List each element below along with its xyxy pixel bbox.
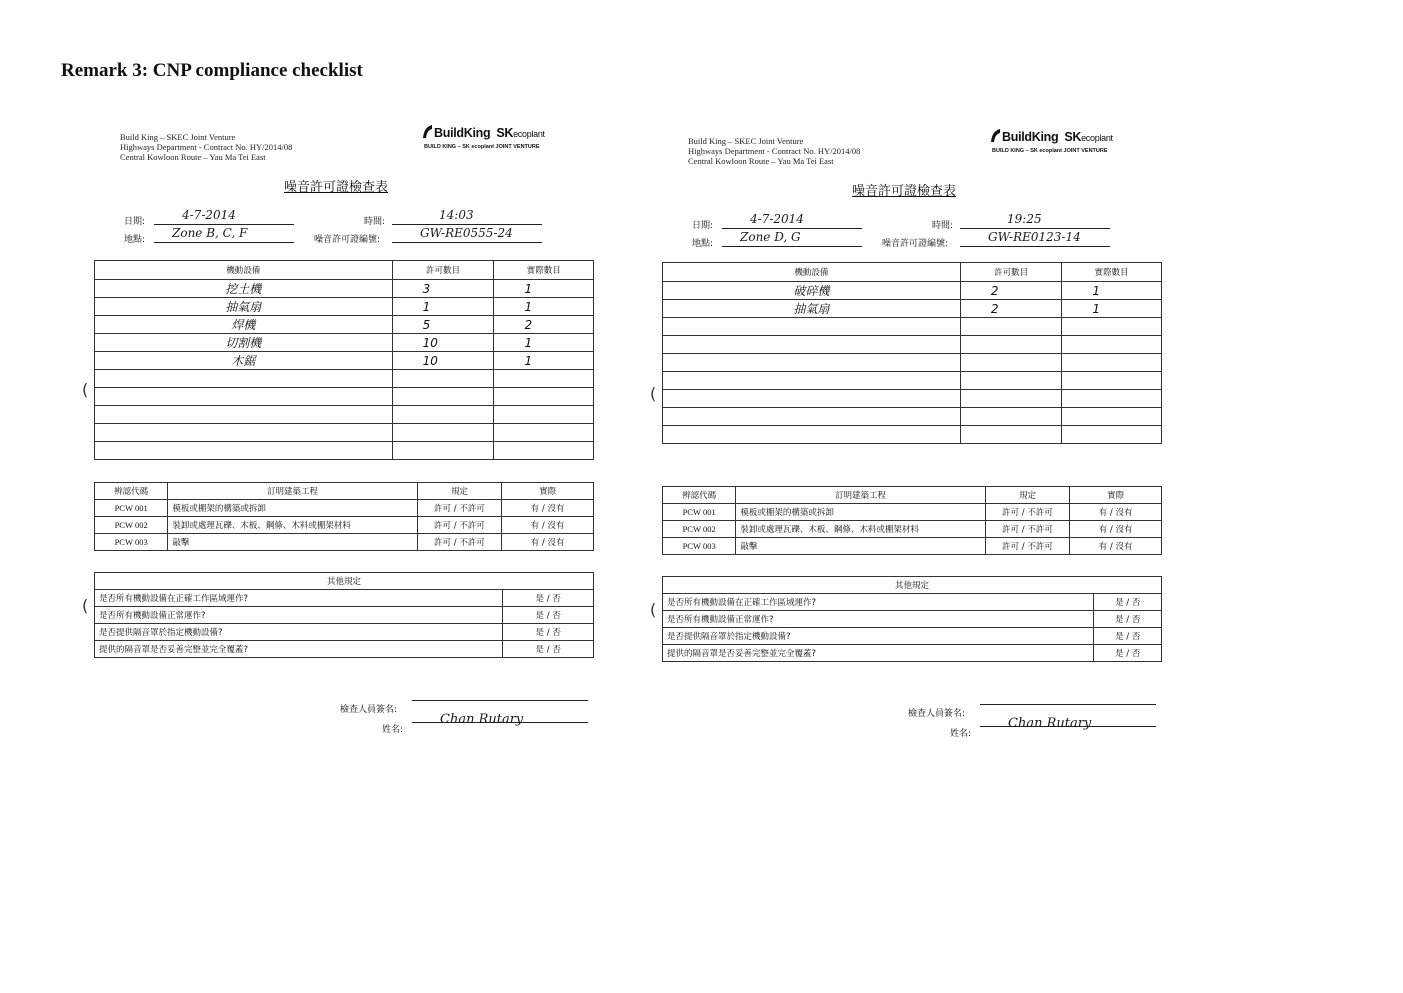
pcw-cell: 許可 / 不許可 <box>417 534 501 551</box>
pcw-cell: PCW 001 <box>95 500 168 517</box>
other-requirements-table <box>94 572 594 658</box>
other-cell: 是否所有機動設備在正確工作區域運作? <box>663 594 1094 611</box>
pcw-header-cell: 訂明建築工程 <box>168 483 417 500</box>
pcw-cell: 有 / 沒有 <box>1070 521 1162 538</box>
place-label: 地點: <box>692 239 714 249</box>
margin-bracket: ( <box>82 380 89 399</box>
equipment-cell <box>960 426 1062 444</box>
other-cell: 是否所有機動設備正常運作? <box>95 607 503 624</box>
form-title: 噪音許可證檢查表 <box>852 184 957 199</box>
equipment-row <box>663 372 1162 390</box>
equipment-cell <box>663 372 961 390</box>
pcw-cell: 模板或棚架的構築或拆卸 <box>736 504 985 521</box>
pcw-cell: 許可 / 不許可 <box>417 500 501 517</box>
permit-value: GW-RE0555-24 <box>420 226 513 240</box>
equipment-cell <box>960 408 1062 426</box>
other-cell: 是 / 否 <box>503 607 594 624</box>
pcw-header-cell: 實際 <box>1070 487 1162 504</box>
equipment-header-cell: 實際數目 <box>494 261 594 280</box>
pcw-header-cell: 規定 <box>417 483 501 500</box>
pcw-cell: PCW 002 <box>95 517 168 534</box>
margin-bracket: ( <box>650 384 657 403</box>
equipment-row <box>95 334 594 352</box>
equipment-cell: 1 <box>494 334 594 352</box>
equipment-cell <box>663 426 961 444</box>
equipment-cell: 1 <box>494 352 594 370</box>
form-header-text <box>120 132 292 162</box>
equipment-header-cell: 許可數目 <box>960 263 1062 282</box>
equipment-header-cell: 機動設備 <box>95 261 393 280</box>
equipment-table <box>94 260 594 460</box>
pcw-row <box>95 517 594 534</box>
equipment-cell <box>960 372 1062 390</box>
equipment-cell: 1 <box>392 298 494 316</box>
equipment-cell: 5 <box>392 316 494 334</box>
date-value: 4-7-2014 <box>750 212 804 226</box>
date-label: 日期: <box>124 217 146 227</box>
other-header-cell: 其他規定 <box>95 573 594 590</box>
logo-brand-name: BuildKing <box>1002 130 1059 144</box>
signature-line <box>980 704 1156 705</box>
header-line: Highways Department - Contract No. HY/2014/08 <box>688 146 861 156</box>
pcw-cell: 有 / 沒有 <box>1070 538 1162 555</box>
equipment-cell: 10 <box>392 352 494 370</box>
pcw-cell: 敲擊 <box>168 534 417 551</box>
equipment-row <box>95 280 594 298</box>
pcw-header-row <box>663 487 1162 504</box>
pcw-header-cell: 訂明建築工程 <box>736 487 985 504</box>
equipment-cell: 破碎機 <box>663 282 961 300</box>
logo-swoosh-icon <box>990 128 1000 142</box>
other-row <box>95 624 594 641</box>
equipment-row <box>663 354 1162 372</box>
logo-subtitle: BUILD KING – SK ecoplant JOINT VENTURE <box>424 144 540 150</box>
equipment-row <box>95 442 594 460</box>
equipment-cell <box>1062 372 1162 390</box>
equipment-cell: 挖土機 <box>95 280 393 298</box>
pcw-header-cell: 實際 <box>502 483 594 500</box>
other-header-cell: 其他規定 <box>663 577 1162 594</box>
equipment-cell: 木鋸 <box>95 352 393 370</box>
logo-brand-name: BuildKing <box>434 126 491 140</box>
equipment-cell <box>960 318 1062 336</box>
time-value: 14:03 <box>439 208 474 222</box>
equipment-cell <box>1062 354 1162 372</box>
other-cell: 是否提供隔音罩於指定機動設備? <box>95 624 503 641</box>
equipment-cell <box>494 424 594 442</box>
logo-eco: ecoplant <box>1081 133 1113 143</box>
permit-label: 噪音許可證編號: <box>314 235 381 245</box>
equipment-cell <box>1062 336 1162 354</box>
equipment-cell: 焊機 <box>95 316 393 334</box>
permit-label: 噪音許可證編號: <box>882 239 949 249</box>
equipment-table <box>662 262 1162 444</box>
pcw-header-cell: 規定 <box>985 487 1069 504</box>
header-line: Build King – SKEC Joint Venture <box>120 132 236 142</box>
equipment-cell <box>392 388 494 406</box>
pcw-cell: PCW 001 <box>663 504 736 521</box>
pcw-row <box>663 521 1162 538</box>
equipment-cell <box>95 406 393 424</box>
equipment-cell: 3 <box>392 280 494 298</box>
equipment-cell: 2 <box>960 300 1062 318</box>
equipment-row <box>95 406 594 424</box>
equipment-row <box>663 426 1162 444</box>
other-cell: 是 / 否 <box>1094 628 1162 645</box>
signature-label: 檢查人員簽名: <box>908 709 966 719</box>
pcw-header-cell: 辨認代碼 <box>663 487 736 504</box>
form-title: 噪音許可證檢查表 <box>284 180 389 195</box>
other-row <box>95 641 594 658</box>
pcw-cell: 裝卸或處理瓦礫、木板、鋼條、木料或棚架材料 <box>168 517 417 534</box>
other-cell: 是否提供隔音罩於指定機動設備? <box>663 628 1094 645</box>
equipment-cell <box>1062 318 1162 336</box>
pcw-cell: 有 / 沒有 <box>1070 504 1162 521</box>
equipment-row <box>95 424 594 442</box>
signature-line <box>412 700 588 701</box>
equipment-header-cell: 許可數目 <box>392 261 494 280</box>
place-label: 地點: <box>124 235 146 245</box>
equipment-cell <box>1062 408 1162 426</box>
equipment-cell: 1 <box>1062 282 1162 300</box>
equipment-cell: 切割機 <box>95 334 393 352</box>
pcw-cell: 許可 / 不許可 <box>985 521 1069 538</box>
date-value: 4-7-2014 <box>182 208 236 222</box>
other-cell: 是 / 否 <box>503 590 594 607</box>
equipment-cell <box>494 370 594 388</box>
equipment-cell <box>960 354 1062 372</box>
pcw-cell: 有 / 沒有 <box>502 517 594 534</box>
pcw-header-row <box>95 483 594 500</box>
other-cell: 是 / 否 <box>1094 645 1162 662</box>
equipment-cell: 2 <box>960 282 1062 300</box>
pcw-table <box>662 486 1162 555</box>
equipment-cell <box>392 424 494 442</box>
equipment-row <box>663 336 1162 354</box>
equipment-cell <box>494 406 594 424</box>
equipment-cell <box>392 442 494 460</box>
equipment-cell <box>392 406 494 424</box>
other-row <box>663 628 1162 645</box>
logo-sk: SK <box>496 126 514 140</box>
equipment-cell <box>663 390 961 408</box>
page-title: Remark 3: CNP compliance checklist <box>61 60 363 81</box>
equipment-header-row <box>663 263 1162 282</box>
date-label: 日期: <box>692 221 714 231</box>
other-cell: 提供的隔音罩是否妥善完整並完全覆蓋? <box>95 641 503 658</box>
company-logo <box>992 128 1126 162</box>
equipment-cell <box>960 336 1062 354</box>
equipment-cell <box>494 442 594 460</box>
pcw-cell: PCW 003 <box>95 534 168 551</box>
name-value: Chan Rutary <box>440 712 524 727</box>
place-value: Zone D, G <box>740 230 801 244</box>
equipment-cell: 2 <box>494 316 594 334</box>
equipment-cell <box>494 388 594 406</box>
equipment-cell <box>95 424 393 442</box>
equipment-header-row <box>95 261 594 280</box>
pcw-cell: 有 / 沒有 <box>502 534 594 551</box>
equipment-cell: 抽氣扇 <box>95 298 393 316</box>
pcw-cell: 許可 / 不許可 <box>417 517 501 534</box>
pcw-row <box>663 504 1162 521</box>
margin-bracket: ( <box>650 600 657 619</box>
header-line: Central Kowloon Route – Yau Ma Tei East <box>120 152 266 162</box>
signature-label: 檢查人員簽名: <box>340 705 398 715</box>
checklist-form <box>82 126 594 792</box>
margin-bracket: ( <box>82 596 89 615</box>
pcw-row <box>663 538 1162 555</box>
equipment-row <box>663 318 1162 336</box>
equipment-row <box>663 408 1162 426</box>
equipment-row <box>95 388 594 406</box>
equipment-cell: 1 <box>494 298 594 316</box>
pcw-header-cell: 辨認代碼 <box>95 483 168 500</box>
equipment-cell <box>95 442 393 460</box>
equipment-row <box>663 282 1162 300</box>
pcw-cell: 許可 / 不許可 <box>985 538 1069 555</box>
other-row <box>95 607 594 624</box>
equipment-cell <box>95 370 393 388</box>
time-value: 19:25 <box>1007 212 1042 226</box>
equipment-header-cell: 實際數目 <box>1062 263 1162 282</box>
logo-brand <box>434 126 545 140</box>
equipment-row <box>95 298 594 316</box>
pcw-row <box>95 534 594 551</box>
pcw-cell: 裝卸或處理瓦礫、木板、鋼條、木料或棚架材料 <box>736 521 985 538</box>
other-cell: 是否所有機動設備在正確工作區域運作? <box>95 590 503 607</box>
other-cell: 是 / 否 <box>1094 594 1162 611</box>
equipment-cell <box>1062 390 1162 408</box>
pcw-cell: 許可 / 不許可 <box>985 504 1069 521</box>
equipment-cell: 10 <box>392 334 494 352</box>
equipment-cell <box>960 390 1062 408</box>
pcw-row <box>95 500 594 517</box>
logo-subtitle: BUILD KING – SK ecoplant JOINT VENTURE <box>992 148 1108 154</box>
other-header-row <box>95 573 594 590</box>
other-row <box>663 594 1162 611</box>
equipment-cell <box>663 336 961 354</box>
form-header-text <box>688 136 860 166</box>
checklist-form <box>650 130 1162 796</box>
pcw-cell: PCW 003 <box>663 538 736 555</box>
equipment-row <box>663 390 1162 408</box>
header-line: Highways Department - Contract No. HY/2014/08 <box>120 142 293 152</box>
equipment-row <box>95 370 594 388</box>
equipment-row <box>663 300 1162 318</box>
company-logo <box>424 124 558 158</box>
time-label: 時間: <box>364 217 386 227</box>
pcw-cell: PCW 002 <box>663 521 736 538</box>
other-cell: 是 / 否 <box>503 641 594 658</box>
equipment-cell: 1 <box>494 280 594 298</box>
equipment-row <box>95 352 594 370</box>
equipment-cell <box>1062 426 1162 444</box>
header-line: Build King – SKEC Joint Venture <box>688 136 804 146</box>
equipment-cell <box>95 388 393 406</box>
name-label: 姓名: <box>950 729 972 739</box>
equipment-cell <box>663 354 961 372</box>
other-requirements-table <box>662 576 1162 662</box>
pcw-cell: 模板或棚架的構築或拆卸 <box>168 500 417 517</box>
logo-sk: SK <box>1064 130 1082 144</box>
logo-eco: ecoplant <box>513 129 545 139</box>
other-header-row <box>663 577 1162 594</box>
logo-brand <box>1002 130 1113 144</box>
name-value: Chan Rutary <box>1008 716 1092 731</box>
time-label: 時間: <box>932 221 954 231</box>
equipment-cell <box>392 370 494 388</box>
other-cell: 是否所有機動設備正常運作? <box>663 611 1094 628</box>
logo-swoosh-icon <box>422 124 432 138</box>
equipment-cell <box>663 318 961 336</box>
equipment-row <box>95 316 594 334</box>
other-cell: 提供的隔音罩是否妥善完整並完全覆蓋? <box>663 645 1094 662</box>
pcw-cell: 有 / 沒有 <box>502 500 594 517</box>
place-value: Zone B, C, F <box>172 226 248 240</box>
pcw-cell: 敲擊 <box>736 538 985 555</box>
equipment-header-cell: 機動設備 <box>663 263 961 282</box>
other-cell: 是 / 否 <box>1094 611 1162 628</box>
other-row <box>663 611 1162 628</box>
name-label: 姓名: <box>382 725 404 735</box>
pcw-table <box>94 482 594 551</box>
other-row <box>663 645 1162 662</box>
equipment-cell: 抽氣扇 <box>663 300 961 318</box>
other-cell: 是 / 否 <box>503 624 594 641</box>
header-line: Central Kowloon Route – Yau Ma Tei East <box>688 156 834 166</box>
equipment-cell: 1 <box>1062 300 1162 318</box>
other-row <box>95 590 594 607</box>
equipment-cell <box>663 408 961 426</box>
permit-value: GW-RE0123-14 <box>988 230 1081 244</box>
